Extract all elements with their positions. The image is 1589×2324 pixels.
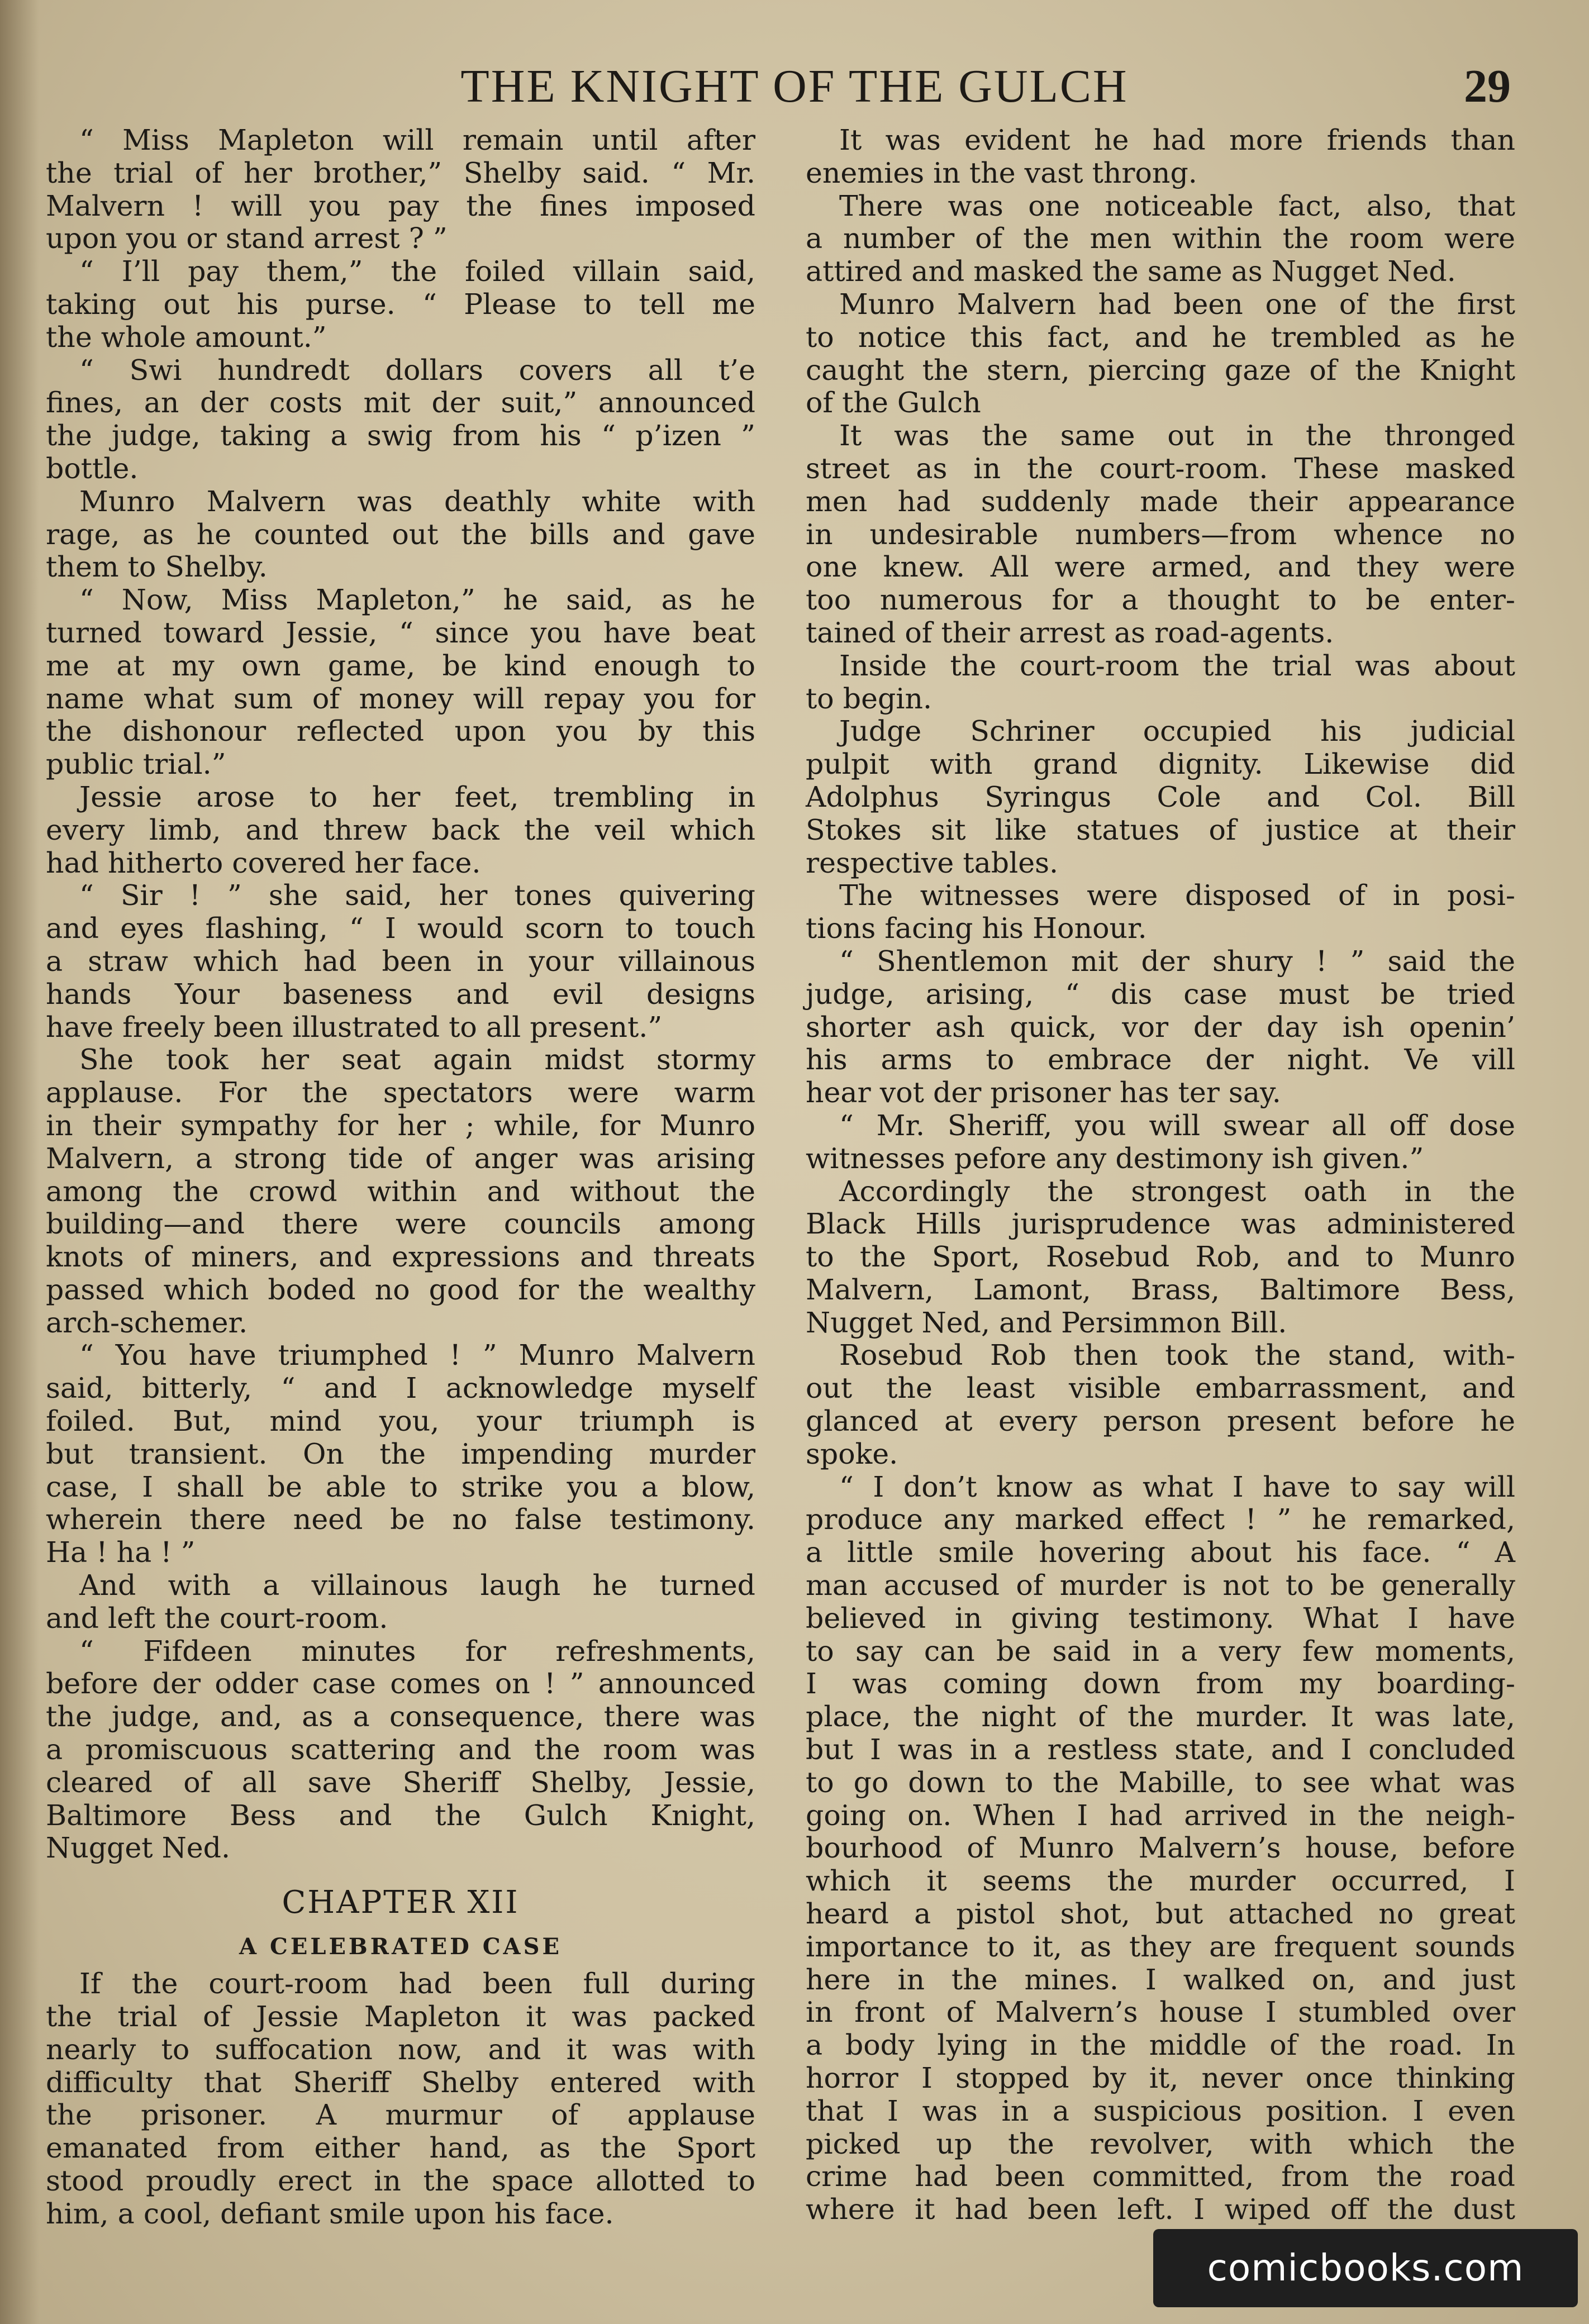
text-line: Nugget Ned, and Persimmon Bill. xyxy=(806,1306,1287,1339)
text-line: attired and masked the same as Nugget Ned. xyxy=(806,255,1456,288)
text-line: It was evident he had more friends than xyxy=(839,123,1515,156)
text-line: in undesirable numbers—from whence no xyxy=(806,517,1515,551)
text-line: Inside the court-room the trial was about xyxy=(839,649,1515,682)
text-line: hands Your baseness and evil designs xyxy=(46,977,755,1011)
text-line: produce any marked effect ! ” he remarked, xyxy=(806,1503,1515,1536)
text-line: and eyes flashing, “ I would scorn to touch xyxy=(46,912,755,945)
text-line: Accordingly the strongest oath in the xyxy=(839,1174,1515,1208)
text-line: shorter ash quick, vor der day ish openin’ xyxy=(806,1010,1515,1044)
text-line: the judge, and, as a consequence, there was xyxy=(46,1700,755,1734)
chapter-opening-text xyxy=(46,1968,755,2230)
text-line: of the Gulch xyxy=(806,386,981,420)
text-line: a promiscuous scattering and the room was xyxy=(46,1733,755,1766)
text-line: street as in the court-room. These masked xyxy=(806,451,1515,485)
text-line: man accused of murder is not to be generally xyxy=(806,1569,1515,1602)
text-line: “ Mr. Sheriff, you will swear all off dose xyxy=(839,1108,1515,1142)
text-line: crime had been committed, from the road xyxy=(806,2160,1515,2193)
text-line: cleared of all save Sheriff Shelby, Jessie, xyxy=(46,1765,755,1799)
text-line: a little smile hovering about his face. “ A xyxy=(806,1536,1515,1569)
text-line: to notice this fact, and he trembled as he xyxy=(806,320,1515,354)
text-line: “ Now, Miss Mapleton,” he said, as he xyxy=(79,583,755,617)
text-line: emanated from either hand, as the Sport xyxy=(46,2131,755,2165)
text-line: If the court-room had been full during xyxy=(79,1967,755,2001)
text-line: in front of Malvern’s house I stumbled over xyxy=(806,1996,1515,2029)
text-line: “ I don’t know as what I have to say will xyxy=(839,1470,1515,1503)
text-line: Rosebud Rob then took the stand, with- xyxy=(839,1339,1515,1372)
page-spine-shadow xyxy=(0,0,39,2324)
text-line: the whole amount.” xyxy=(46,320,327,354)
text-line: public trial.” xyxy=(46,747,226,781)
text-line: “ Shentlemon mit der shury ! ” said the xyxy=(839,944,1515,978)
text-line: applause. For the spectators were warm xyxy=(46,1076,755,1109)
text-line: pulpit with grand dignity. Likewise did xyxy=(806,747,1515,781)
text-line: It was the same out in the thronged xyxy=(839,419,1515,453)
text-line: in their sympathy for her ; while, for Munro xyxy=(46,1108,755,1142)
text-line: “ Swi hundredt dollars covers all t’e xyxy=(79,353,755,387)
text-line: had hitherto covered her face. xyxy=(46,846,481,879)
text-line: “ Fifdeen minutes for refreshments, xyxy=(79,1634,755,1668)
text-line: Stokes sit like statues of justice at their xyxy=(806,813,1515,846)
watermark-badge xyxy=(1153,2229,1578,2307)
right-column xyxy=(806,124,1515,2226)
text-line: me at my own game, be kind enough to xyxy=(46,649,755,682)
text-line: taking out his purse. “ Please to tell me xyxy=(46,287,755,321)
text-line: going on. When I had arrived in the neigh- xyxy=(806,1798,1515,1832)
text-line: before der odder case comes on ! ” announced xyxy=(46,1667,755,1701)
text-line: She took her seat again midst stormy xyxy=(79,1043,755,1077)
text-line: him, a cool, defiant smile upon his face. xyxy=(46,2197,614,2230)
text-line: the prisoner. A murmur of applause xyxy=(46,2098,755,2132)
text-line: to the Sport, Rosebud Rob, and to Munro xyxy=(806,1240,1515,1274)
text-line: rage, as he counted out the bills and gave xyxy=(46,517,755,551)
text-line: the trial of Jessie Mapleton it was packed xyxy=(46,2000,755,2034)
text-line: building—and there were councils among xyxy=(46,1207,755,1241)
text-line: place, the night of the murder. It was late, xyxy=(806,1700,1515,1734)
text-line: Black Hills jurisprudence was administered xyxy=(806,1207,1515,1241)
text-line: “ Sir ! ” she said, her tones quivering xyxy=(79,879,755,912)
text-line: Ha ! ha ! ” xyxy=(46,1536,196,1569)
text-line: believed in giving testimony. What I have xyxy=(806,1601,1515,1635)
text-line: to go down to the Mabille, to see what was xyxy=(806,1765,1515,1799)
text-line: which it seems the murder occurred, I xyxy=(806,1864,1515,1898)
text-line: Judge Schriner occupied his judicial xyxy=(839,715,1515,748)
chapter-subheading: A CELEBRATED CASE xyxy=(239,1934,562,1960)
text-line: difficulty that Sheriff Shelby entered with xyxy=(46,2065,755,2099)
text-line: here in the mines. I walked on, and just xyxy=(806,1963,1515,1996)
text-line: too numerous for a thought to be enter- xyxy=(806,583,1515,617)
left-column xyxy=(46,124,755,2231)
text-line: among the crowd within and without the xyxy=(46,1174,755,1208)
text-line: but transient. On the impending murder xyxy=(46,1437,755,1470)
text-line: to say can be said in a very few moments, xyxy=(806,1634,1515,1668)
text-line: spoke. xyxy=(806,1437,898,1470)
text-line: the trial of her brother,” Shelby said. “ Mr. xyxy=(46,156,755,189)
text-line: arch-schemer. xyxy=(46,1306,248,1339)
text-line: a body lying in the middle of the road. In xyxy=(806,2028,1515,2062)
text-line: and left the court-room. xyxy=(46,1601,388,1635)
text-line: that I was in a suspicious position. I even xyxy=(806,2094,1515,2127)
text-line: wherein there need be no false testimony. xyxy=(46,1503,755,1536)
text-line: enemies in the vast throng. xyxy=(806,156,1197,189)
text-line: importance to it, as they are frequent sounds xyxy=(806,1930,1515,1963)
text-line: the judge, taking a swig from his “ p’izen ” xyxy=(46,419,755,453)
chapter-heading: CHAPTER XII xyxy=(282,1884,520,1921)
text-line: a number of the men within the room were xyxy=(806,222,1515,255)
running-header xyxy=(0,53,1589,120)
text-line: And with a villainous laugh he turned xyxy=(79,1569,755,1602)
text-line: horror I stopped by it, never once thinking xyxy=(806,2061,1515,2095)
text-line: case, I shall be able to strike you a blow, xyxy=(46,1470,755,1503)
text-line: said, bitterly, “ and I acknowledge myself xyxy=(46,1371,755,1405)
text-line: bourhood of Munro Malvern’s house, before xyxy=(806,1831,1515,1865)
text-line: Jessie arose to her feet, trembling in xyxy=(79,780,755,813)
text-line: name what sum of money will repay you for xyxy=(46,682,755,715)
text-line: have freely been illustrated to all present.” xyxy=(46,1010,663,1044)
text-line: tions facing his Honour. xyxy=(806,912,1147,945)
page-number: 29 xyxy=(1464,60,1511,112)
text-line: hear vot der prisoner has ter say. xyxy=(806,1076,1281,1109)
text-line: There was one noticeable fact, also, that xyxy=(839,189,1515,222)
text-line: them to Shelby. xyxy=(46,550,268,584)
text-line: upon you or stand arrest ? ” xyxy=(46,222,448,255)
text-line: every limb, and threw back the veil which xyxy=(46,813,755,846)
text-line: tained of their arrest as road-agents. xyxy=(806,616,1334,649)
text-line: foiled. But, mind you, your triumph is xyxy=(46,1404,755,1438)
running-title: THE KNIGHT OF THE GULCH xyxy=(460,60,1129,112)
text-line: I was coming down from my boarding- xyxy=(806,1667,1515,1701)
text-line: heard a pistol shot, but attached no great xyxy=(806,1897,1515,1931)
text-line: out the least visible embarrassment, and xyxy=(806,1371,1515,1405)
text-line: The witnesses were disposed of in posi- xyxy=(839,879,1515,912)
text-line: “ I’ll pay them,” the foiled villain said, xyxy=(79,255,755,288)
text-line: nearly to suffocation now, and it was with xyxy=(46,2032,755,2066)
text-line: glanced at every person present before he xyxy=(806,1404,1515,1438)
text-line: Malvern, Lamont, Brass, Baltimore Bess, xyxy=(806,1273,1515,1306)
text-line: Baltimore Bess and the Gulch Knight, xyxy=(46,1798,755,1832)
text-line: his arms to embrace der night. Ve vill xyxy=(806,1043,1515,1077)
text-line: Adolphus Syringus Cole and Col. Bill xyxy=(806,780,1515,813)
left-column-text xyxy=(46,124,755,1865)
right-column-text xyxy=(806,124,1515,2226)
text-line: knots of miners, and expressions and threats xyxy=(46,1240,755,1274)
text-line: Munro Malvern was deathly white with xyxy=(79,484,755,518)
text-line: the dishonour reflected upon you by this xyxy=(46,715,755,748)
text-line: passed which boded no good for the wealthy xyxy=(46,1273,755,1306)
text-line: “ Miss Mapleton will remain until after xyxy=(79,123,755,156)
text-line: Malvern ! will you pay the fines imposed xyxy=(46,189,755,222)
text-line: picked up the revolver, with which the xyxy=(806,2127,1515,2160)
text-line: Malvern, a strong tide of anger was arising xyxy=(46,1141,755,1175)
text-line: “ You have triumphed ! ” Munro Malvern xyxy=(79,1339,755,1372)
text-line: judge, arising, “ dis case must be tried xyxy=(806,977,1515,1011)
text-line: where it had been left. I wiped off the dust xyxy=(806,2193,1515,2226)
text-line: men had suddenly made their appearance xyxy=(806,484,1515,518)
text-line: a straw which had been in your villainous xyxy=(46,944,755,978)
text-line: one knew. All were armed, and they were xyxy=(806,550,1515,584)
text-line: witnesses pefore any destimony ish given.” xyxy=(806,1141,1424,1175)
text-line: bottle. xyxy=(46,451,139,485)
text-line: turned toward Jessie, “ since you have beat xyxy=(46,616,755,649)
text-line: stood proudly erect in the space allotted to xyxy=(46,2164,755,2198)
text-line: fines, an der costs mit der suit,” announced xyxy=(46,386,755,420)
watermark-text: comicbooks.com xyxy=(1207,2246,1524,2289)
text-line: Nugget Ned. xyxy=(46,1831,231,1865)
text-line: respective tables. xyxy=(806,846,1059,879)
text-line: but I was in a restless state, and I concluded xyxy=(806,1733,1515,1766)
text-line: Munro Malvern had been one of the first xyxy=(839,287,1515,321)
text-line: to begin. xyxy=(806,682,933,715)
text-line: caught the stern, piercing gaze of the Knight xyxy=(806,353,1515,387)
